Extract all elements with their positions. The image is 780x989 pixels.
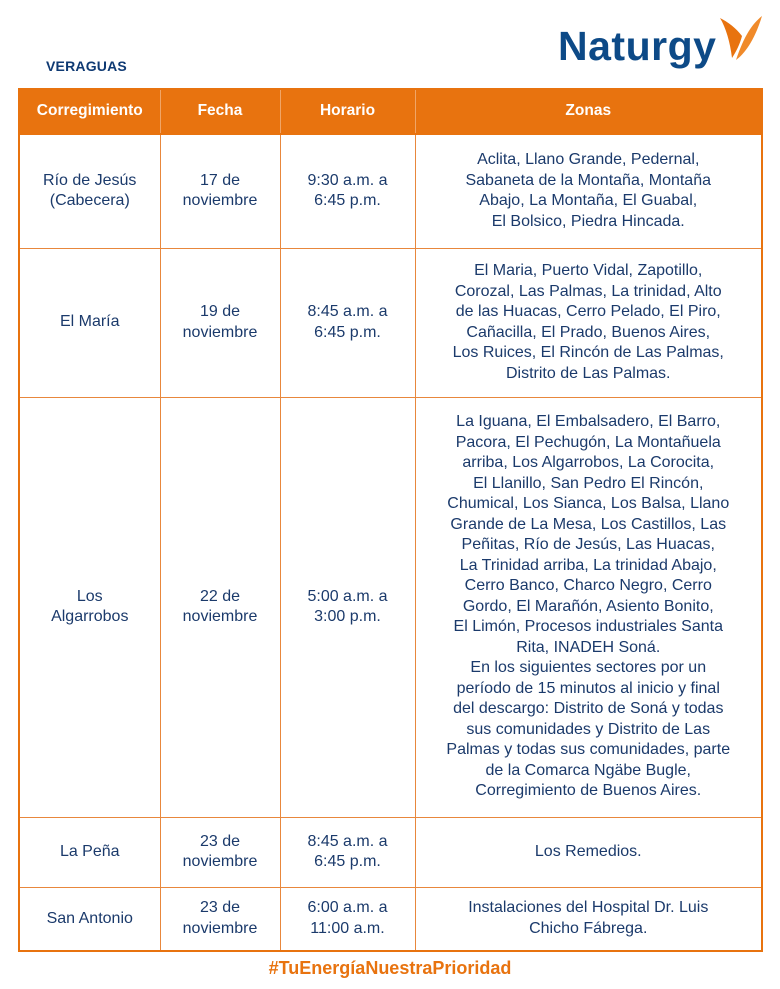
region-title: VERAGUAS bbox=[46, 58, 127, 74]
text-line: 6:45 p.m. bbox=[314, 192, 381, 210]
logo-wordmark: Naturgy bbox=[558, 23, 717, 69]
text-line: 11:00 a.m. bbox=[310, 919, 385, 937]
text-line: 3:00 p.m. bbox=[314, 608, 381, 625]
text-line: 23 de bbox=[199, 899, 241, 917]
text-line: Chumical, Los Sianca, Los Balsa, Llano bbox=[447, 495, 730, 513]
table-header-row bbox=[19, 89, 762, 134]
campaign-hashtag: #TuEnergíaNuestraPrioridad bbox=[268, 958, 512, 978]
table-row bbox=[19, 248, 762, 397]
text-line: Sabaneta de la Montaña, Montaña bbox=[465, 171, 711, 189]
text-line: Algarrobos bbox=[51, 608, 129, 625]
text-line: El María bbox=[59, 313, 120, 331]
text-line: Corregimiento de Buenos Aires. bbox=[475, 782, 702, 800]
column-header-corregimiento: Corregimiento bbox=[19, 89, 160, 134]
cell-horario bbox=[280, 248, 415, 397]
cell-horario bbox=[280, 817, 415, 887]
text-line: 19 de bbox=[199, 303, 241, 320]
cell-corregimiento bbox=[19, 134, 160, 248]
cell-zonas bbox=[415, 248, 762, 397]
text-line: período de 15 minutos al inicio y final bbox=[456, 679, 720, 697]
text-line: Chicho Fábrega. bbox=[529, 919, 648, 937]
text-line: Aclita, Llano Grande, Pedernal, bbox=[477, 151, 700, 169]
cell-fecha bbox=[160, 887, 280, 951]
text-line: 8:45 a.m. a bbox=[307, 303, 388, 320]
text-line: noviembre bbox=[182, 192, 258, 210]
table-row bbox=[19, 817, 762, 887]
text-line: Instalaciones del Hospital Dr. Luis bbox=[468, 899, 709, 917]
text-line: 6:00 a.m. a bbox=[307, 899, 388, 917]
text-line: noviembre bbox=[182, 608, 258, 625]
cell-zonas bbox=[415, 887, 762, 951]
table-row bbox=[19, 134, 762, 248]
column-header-horario: Horario bbox=[280, 89, 415, 134]
text-line: 22 de bbox=[199, 587, 241, 605]
text-line: arriba, Los Algarrobos, La Corocita, bbox=[462, 454, 715, 472]
cell-fecha bbox=[160, 817, 280, 887]
text-line: (Cabecera) bbox=[49, 192, 130, 210]
text-line: Pacora, El Pechugón, La Montañuela bbox=[455, 433, 721, 451]
text-line: sus comunidades y Distrito de Las bbox=[466, 720, 711, 738]
text-line: Cañacilla, El Prado, Buenos Aires, bbox=[466, 323, 711, 341]
cell-zonas bbox=[415, 134, 762, 248]
cell-fecha bbox=[160, 134, 280, 248]
column-header-fecha: Fecha bbox=[160, 89, 280, 134]
text-line: El Maria, Puerto Vidal, Zapotillo, bbox=[474, 262, 703, 279]
text-line: 5:00 a.m. a bbox=[307, 587, 388, 605]
text-line: Los Ruices, El Rincón de Las Palmas, bbox=[452, 344, 724, 361]
cell-horario bbox=[280, 887, 415, 951]
cell-corregimiento bbox=[19, 887, 160, 951]
cell-horario bbox=[280, 134, 415, 248]
table-row bbox=[19, 887, 762, 951]
text-line: 6:45 p.m. bbox=[314, 853, 381, 870]
text-line: 9:30 a.m. a bbox=[307, 171, 388, 189]
cell-zonas bbox=[415, 817, 762, 887]
text-line: noviembre bbox=[182, 919, 258, 937]
text-line: Los Remedios. bbox=[534, 842, 642, 860]
text-line: del descargo: Distrito de Soná y todas bbox=[453, 700, 724, 718]
text-line: Río de Jesús bbox=[43, 171, 137, 189]
text-line: Palmas y todas sus comunidades, parte bbox=[446, 741, 731, 759]
cell-zonas bbox=[415, 397, 762, 817]
text-line: Rita, INADEH Soná. bbox=[516, 638, 661, 656]
cell-fecha bbox=[160, 397, 280, 817]
text-line: Distrito de Las Palmas. bbox=[505, 364, 671, 382]
text-line: La Iguana, El Embalsadero, El Barro, bbox=[456, 413, 721, 431]
cell-corregimiento bbox=[19, 397, 160, 817]
butterfly-wing-icon bbox=[718, 14, 764, 66]
text-line: noviembre bbox=[182, 853, 258, 870]
naturgy-logo bbox=[558, 14, 768, 76]
text-line: El Llanillo, San Pedro El Rincón, bbox=[473, 474, 704, 492]
cell-corregimiento bbox=[19, 817, 160, 887]
text-line: La Trinidad arriba, La trinidad Abajo, bbox=[459, 556, 717, 574]
text-line: Gordo, El Marañón, Asiento Bonito, bbox=[462, 597, 714, 615]
text-line: de la Comarca Ngäbe Bugle, bbox=[485, 761, 691, 779]
text-line: 6:45 p.m. bbox=[314, 323, 381, 341]
cell-fecha bbox=[160, 248, 280, 397]
text-line: Corozal, Las Palmas, La trinidad, Alto bbox=[454, 282, 722, 300]
cell-corregimiento bbox=[19, 248, 160, 397]
text-line: Peñitas, Río de Jesús, Las Huacas, bbox=[461, 536, 715, 554]
text-line: La Peña bbox=[59, 842, 120, 860]
column-header-zonas: Zonas bbox=[415, 89, 762, 134]
page-header bbox=[0, 0, 780, 88]
text-line: 17 de bbox=[199, 171, 241, 189]
text-line: El Bolsico, Piedra Hincada. bbox=[491, 212, 685, 230]
text-line: noviembre bbox=[182, 323, 258, 341]
text-line: 8:45 a.m. a bbox=[307, 832, 388, 850]
text-line: Abajo, La Montaña, El Guabal, bbox=[479, 192, 698, 210]
text-line: Grande de La Mesa, Los Castillos, Las bbox=[450, 515, 727, 533]
text-line: Los bbox=[76, 587, 103, 605]
text-line: 23 de bbox=[199, 832, 241, 850]
text-line: En los siguientes sectores por un bbox=[470, 659, 707, 677]
text-line: San Antonio bbox=[46, 909, 133, 927]
text-line: de las Huacas, Cerro Pelado, El Piro, bbox=[455, 303, 721, 320]
text-line: El Limón, Procesos industriales Santa bbox=[453, 618, 723, 636]
table-row bbox=[19, 397, 762, 817]
cell-horario bbox=[280, 397, 415, 817]
outage-schedule-table bbox=[18, 88, 763, 952]
text-line: Cerro Banco, Charco Negro, Cerro bbox=[464, 577, 712, 595]
